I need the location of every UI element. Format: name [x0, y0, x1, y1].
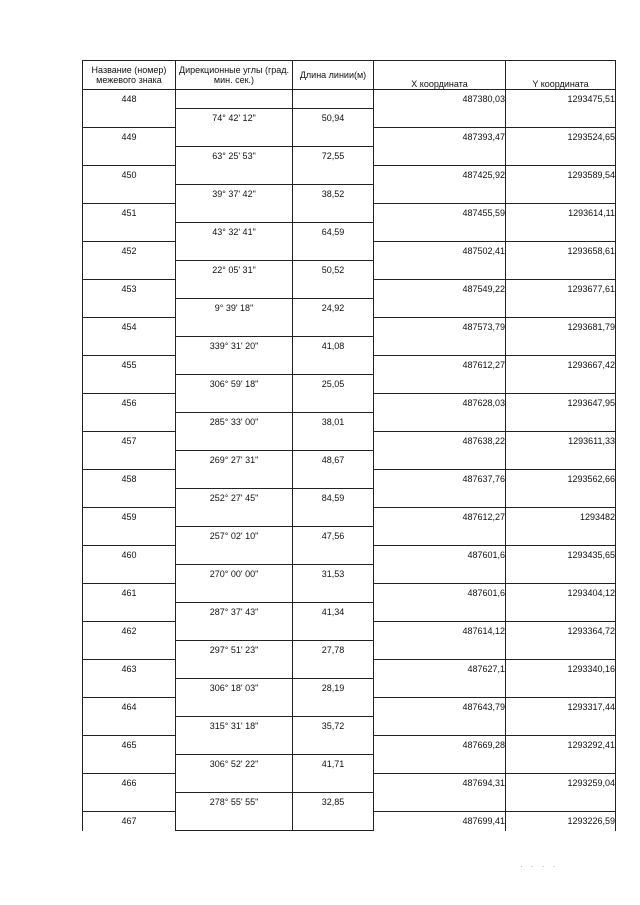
table-header-row	[83, 61, 616, 90]
point-name-cell	[83, 413, 176, 432]
y-coordinate-cell	[506, 641, 616, 660]
y-coordinate-cell	[506, 565, 616, 584]
line-length-cell	[293, 204, 374, 223]
x-coordinate-cell	[374, 109, 506, 128]
direction-angle-cell: 297° 51' 23"	[176, 641, 293, 660]
line-length-cell: 35,72	[293, 717, 374, 736]
direction-angle-cell: 287° 37' 43"	[176, 603, 293, 622]
line-length-cell: 72,55	[293, 147, 374, 166]
direction-angle-cell	[176, 698, 293, 717]
x-coordinate-cell: 487393,47	[374, 128, 506, 147]
point-name-cell: 461	[83, 584, 176, 603]
x-coordinate-cell: 487601,6	[374, 584, 506, 603]
segment-row	[83, 793, 616, 812]
line-length-cell	[293, 318, 374, 337]
line-length-cell	[293, 584, 374, 603]
y-coordinate-cell	[506, 375, 616, 394]
y-coordinate-cell	[506, 299, 616, 318]
x-coordinate-cell	[374, 451, 506, 470]
y-coordinate-cell	[506, 527, 616, 546]
point-name-cell	[83, 755, 176, 774]
direction-angle-cell: 285° 33' 00"	[176, 413, 293, 432]
x-coordinate-cell: 487573,79	[374, 318, 506, 337]
direction-angle-cell: 269° 27' 31"	[176, 451, 293, 470]
segment-row	[83, 299, 616, 318]
direction-angle-cell: 43° 32' 41"	[176, 223, 293, 242]
direction-angle-cell: 22° 05' 31"	[176, 261, 293, 280]
direction-angle-cell	[176, 774, 293, 793]
segment-row	[83, 337, 616, 356]
x-coordinate-cell	[374, 185, 506, 204]
line-length-cell: 48,67	[293, 451, 374, 470]
point-row	[83, 432, 616, 451]
point-row	[83, 546, 616, 565]
y-coordinate-cell	[506, 337, 616, 356]
line-length-cell	[293, 242, 374, 261]
point-row	[83, 660, 616, 679]
segment-row	[83, 489, 616, 508]
direction-angle-cell	[176, 128, 293, 147]
point-name-cell: 458	[83, 470, 176, 489]
point-name-cell	[83, 527, 176, 546]
x-coordinate-cell	[374, 375, 506, 394]
segment-row	[83, 679, 616, 698]
point-name-cell: 456	[83, 394, 176, 413]
direction-angle-cell	[176, 470, 293, 489]
y-coordinate-cell: 1293475,51	[506, 90, 616, 109]
point-row	[83, 242, 616, 261]
line-length-cell	[293, 698, 374, 717]
line-length-cell	[293, 394, 374, 413]
point-row	[83, 584, 616, 603]
direction-angle-cell: 257° 02' 10"	[176, 527, 293, 546]
point-name-cell: 454	[83, 318, 176, 337]
point-name-cell	[83, 185, 176, 204]
direction-angle-cell	[176, 356, 293, 375]
x-coordinate-cell	[374, 261, 506, 280]
direction-angle-cell	[176, 90, 293, 109]
direction-angle-cell	[176, 508, 293, 527]
x-coordinate-cell	[374, 641, 506, 660]
direction-angle-cell	[176, 166, 293, 185]
y-coordinate-cell: 1293658,61	[506, 242, 616, 261]
point-row	[83, 698, 616, 717]
point-row	[83, 508, 616, 527]
x-coordinate-cell	[374, 793, 506, 812]
direction-angle-cell: 39° 37' 42"	[176, 185, 293, 204]
segment-row	[83, 413, 616, 432]
x-coordinate-cell: 487612,27	[374, 508, 506, 527]
y-coordinate-cell: 1293340,16	[506, 660, 616, 679]
point-row	[83, 318, 616, 337]
header-y-coordinate: Y координата	[506, 61, 616, 90]
x-coordinate-cell: 487601,6	[374, 546, 506, 565]
segment-row	[83, 109, 616, 128]
point-name-cell: 467	[83, 812, 176, 831]
x-coordinate-cell: 487699,41	[374, 812, 506, 831]
line-length-cell	[293, 546, 374, 565]
x-coordinate-cell: 487627,1	[374, 660, 506, 679]
header-point-name: Название (номер) межевого знака	[83, 61, 176, 90]
y-coordinate-cell	[506, 185, 616, 204]
direction-angle-cell	[176, 280, 293, 299]
segment-row	[83, 223, 616, 242]
x-coordinate-cell	[374, 565, 506, 584]
x-coordinate-cell	[374, 527, 506, 546]
x-coordinate-cell: 487425,92	[374, 166, 506, 185]
line-length-cell	[293, 280, 374, 299]
direction-angle-cell	[176, 622, 293, 641]
x-coordinate-cell: 487638,22	[374, 432, 506, 451]
direction-angle-cell: 63° 25' 53"	[176, 147, 293, 166]
header-direction-angle: Дирекционные углы (град. мин. сек.)	[176, 61, 293, 90]
segment-row	[83, 641, 616, 660]
direction-angle-cell: 278° 55' 55"	[176, 793, 293, 812]
point-name-cell	[83, 641, 176, 660]
y-coordinate-cell: 1293226,59	[506, 812, 616, 831]
point-row	[83, 812, 616, 831]
y-coordinate-cell: 1293364,72	[506, 622, 616, 641]
point-name-cell: 453	[83, 280, 176, 299]
direction-angle-cell	[176, 432, 293, 451]
point-name-cell	[83, 679, 176, 698]
point-row	[83, 394, 616, 413]
point-row	[83, 736, 616, 755]
direction-angle-cell	[176, 660, 293, 679]
direction-angle-cell: 339° 31' 20"	[176, 337, 293, 356]
line-length-cell	[293, 812, 374, 831]
y-coordinate-cell: 1293482	[506, 508, 616, 527]
y-coordinate-cell	[506, 147, 616, 166]
x-coordinate-cell: 487694,31	[374, 774, 506, 793]
segment-row	[83, 565, 616, 584]
direction-angle-cell: 252° 27' 45"	[176, 489, 293, 508]
segment-row	[83, 451, 616, 470]
line-length-cell	[293, 660, 374, 679]
point-name-cell: 451	[83, 204, 176, 223]
line-length-cell: 50,52	[293, 261, 374, 280]
point-row	[83, 774, 616, 793]
line-length-cell	[293, 432, 374, 451]
line-length-cell	[293, 622, 374, 641]
point-name-cell: 455	[83, 356, 176, 375]
x-coordinate-cell: 487628,03	[374, 394, 506, 413]
x-coordinate-cell	[374, 755, 506, 774]
point-row	[83, 90, 616, 109]
point-name-cell	[83, 603, 176, 622]
segment-row	[83, 375, 616, 394]
point-name-cell	[83, 375, 176, 394]
point-name-cell: 457	[83, 432, 176, 451]
header-line-length: Длина линии(м)	[293, 61, 374, 90]
y-coordinate-cell	[506, 109, 616, 128]
segment-row	[83, 527, 616, 546]
segment-row	[83, 261, 616, 280]
line-length-cell: 41,71	[293, 755, 374, 774]
y-coordinate-cell: 1293681,79	[506, 318, 616, 337]
x-coordinate-cell: 487380,03	[374, 90, 506, 109]
point-name-cell	[83, 147, 176, 166]
direction-angle-cell	[176, 394, 293, 413]
point-row	[83, 470, 616, 489]
line-length-cell	[293, 736, 374, 755]
line-length-cell: 25,05	[293, 375, 374, 394]
line-length-cell: 41,08	[293, 337, 374, 356]
y-coordinate-cell: 1293614,11	[506, 204, 616, 223]
y-coordinate-cell: 1293611,33	[506, 432, 616, 451]
boundary-points-table	[82, 60, 616, 831]
segment-row	[83, 147, 616, 166]
point-name-cell	[83, 451, 176, 470]
y-coordinate-cell: 1293317,44	[506, 698, 616, 717]
segment-row	[83, 717, 616, 736]
direction-angle-cell: 306° 18' 03"	[176, 679, 293, 698]
direction-angle-cell: 306° 52' 22"	[176, 755, 293, 774]
point-name-cell	[83, 489, 176, 508]
x-coordinate-cell: 487614,12	[374, 622, 506, 641]
line-length-cell	[293, 128, 374, 147]
x-coordinate-cell: 487637,76	[374, 470, 506, 489]
line-length-cell: 31,53	[293, 565, 374, 584]
x-coordinate-cell: 487549,22	[374, 280, 506, 299]
x-coordinate-cell	[374, 603, 506, 622]
direction-angle-cell	[176, 204, 293, 223]
y-coordinate-cell: 1293435,65	[506, 546, 616, 565]
x-coordinate-cell: 487669,28	[374, 736, 506, 755]
y-coordinate-cell	[506, 717, 616, 736]
y-coordinate-cell	[506, 603, 616, 622]
point-name-cell: 465	[83, 736, 176, 755]
point-name-cell	[83, 565, 176, 584]
direction-angle-cell: 74° 42' 12"	[176, 109, 293, 128]
point-name-cell: 463	[83, 660, 176, 679]
point-name-cell	[83, 109, 176, 128]
x-coordinate-cell	[374, 147, 506, 166]
point-name-cell	[83, 717, 176, 736]
direction-angle-cell	[176, 242, 293, 261]
y-coordinate-cell: 1293292,41	[506, 736, 616, 755]
y-coordinate-cell: 1293647,95	[506, 394, 616, 413]
scan-artifact: · · · ·	[520, 862, 559, 871]
x-coordinate-cell	[374, 489, 506, 508]
direction-angle-cell	[176, 736, 293, 755]
x-coordinate-cell: 487455,59	[374, 204, 506, 223]
point-name-cell: 460	[83, 546, 176, 565]
segment-row	[83, 603, 616, 622]
direction-angle-cell	[176, 546, 293, 565]
point-row	[83, 622, 616, 641]
point-name-cell	[83, 793, 176, 812]
line-length-cell: 27,78	[293, 641, 374, 660]
y-coordinate-cell	[506, 413, 616, 432]
y-coordinate-cell: 1293667,42	[506, 356, 616, 375]
line-length-cell: 32,85	[293, 793, 374, 812]
point-row	[83, 204, 616, 223]
point-name-cell: 466	[83, 774, 176, 793]
x-coordinate-cell: 487612,27	[374, 356, 506, 375]
direction-angle-cell: 270° 00' 00"	[176, 565, 293, 584]
line-length-cell	[293, 166, 374, 185]
y-coordinate-cell: 1293589,54	[506, 166, 616, 185]
line-length-cell	[293, 470, 374, 489]
line-length-cell: 47,56	[293, 527, 374, 546]
y-coordinate-cell: 1293524,65	[506, 128, 616, 147]
x-coordinate-cell: 487643,79	[374, 698, 506, 717]
line-length-cell: 38,52	[293, 185, 374, 204]
point-row	[83, 166, 616, 185]
table-body	[83, 90, 616, 831]
y-coordinate-cell: 1293259,04	[506, 774, 616, 793]
line-length-cell: 64,59	[293, 223, 374, 242]
line-length-cell: 41,34	[293, 603, 374, 622]
point-row	[83, 356, 616, 375]
y-coordinate-cell	[506, 679, 616, 698]
y-coordinate-cell	[506, 793, 616, 812]
x-coordinate-cell	[374, 223, 506, 242]
direction-angle-cell	[176, 584, 293, 603]
x-coordinate-cell	[374, 337, 506, 356]
line-length-cell	[293, 356, 374, 375]
point-name-cell: 462	[83, 622, 176, 641]
line-length-cell: 50,94	[293, 109, 374, 128]
y-coordinate-cell	[506, 261, 616, 280]
point-row	[83, 280, 616, 299]
segment-row	[83, 755, 616, 774]
y-coordinate-cell	[506, 489, 616, 508]
point-name-cell: 452	[83, 242, 176, 261]
x-coordinate-cell	[374, 679, 506, 698]
direction-angle-cell	[176, 318, 293, 337]
line-length-cell: 24,92	[293, 299, 374, 318]
line-length-cell: 38,01	[293, 413, 374, 432]
line-length-cell	[293, 774, 374, 793]
x-coordinate-cell: 487502,41	[374, 242, 506, 261]
line-length-cell: 84,59	[293, 489, 374, 508]
direction-angle-cell: 315° 31' 18"	[176, 717, 293, 736]
x-coordinate-cell	[374, 299, 506, 318]
y-coordinate-cell: 1293677,61	[506, 280, 616, 299]
point-name-cell	[83, 299, 176, 318]
direction-angle-cell: 306° 59' 18"	[176, 375, 293, 394]
direction-angle-cell	[176, 812, 293, 831]
point-name-cell: 449	[83, 128, 176, 147]
header-x-coordinate: Х координата	[374, 61, 506, 90]
point-name-cell: 459	[83, 508, 176, 527]
point-name-cell: 448	[83, 90, 176, 109]
direction-angle-cell: 9° 39' 18"	[176, 299, 293, 318]
y-coordinate-cell	[506, 755, 616, 774]
point-name-cell	[83, 337, 176, 356]
line-length-cell	[293, 90, 374, 109]
line-length-cell	[293, 508, 374, 527]
x-coordinate-cell	[374, 413, 506, 432]
y-coordinate-cell: 1293562,66	[506, 470, 616, 489]
segment-row	[83, 185, 616, 204]
y-coordinate-cell	[506, 223, 616, 242]
point-row	[83, 128, 616, 147]
y-coordinate-cell	[506, 451, 616, 470]
point-name-cell: 450	[83, 166, 176, 185]
y-coordinate-cell: 1293404,12	[506, 584, 616, 603]
point-name-cell	[83, 223, 176, 242]
x-coordinate-cell	[374, 717, 506, 736]
line-length-cell: 28,19	[293, 679, 374, 698]
point-name-cell	[83, 261, 176, 280]
point-name-cell: 464	[83, 698, 176, 717]
